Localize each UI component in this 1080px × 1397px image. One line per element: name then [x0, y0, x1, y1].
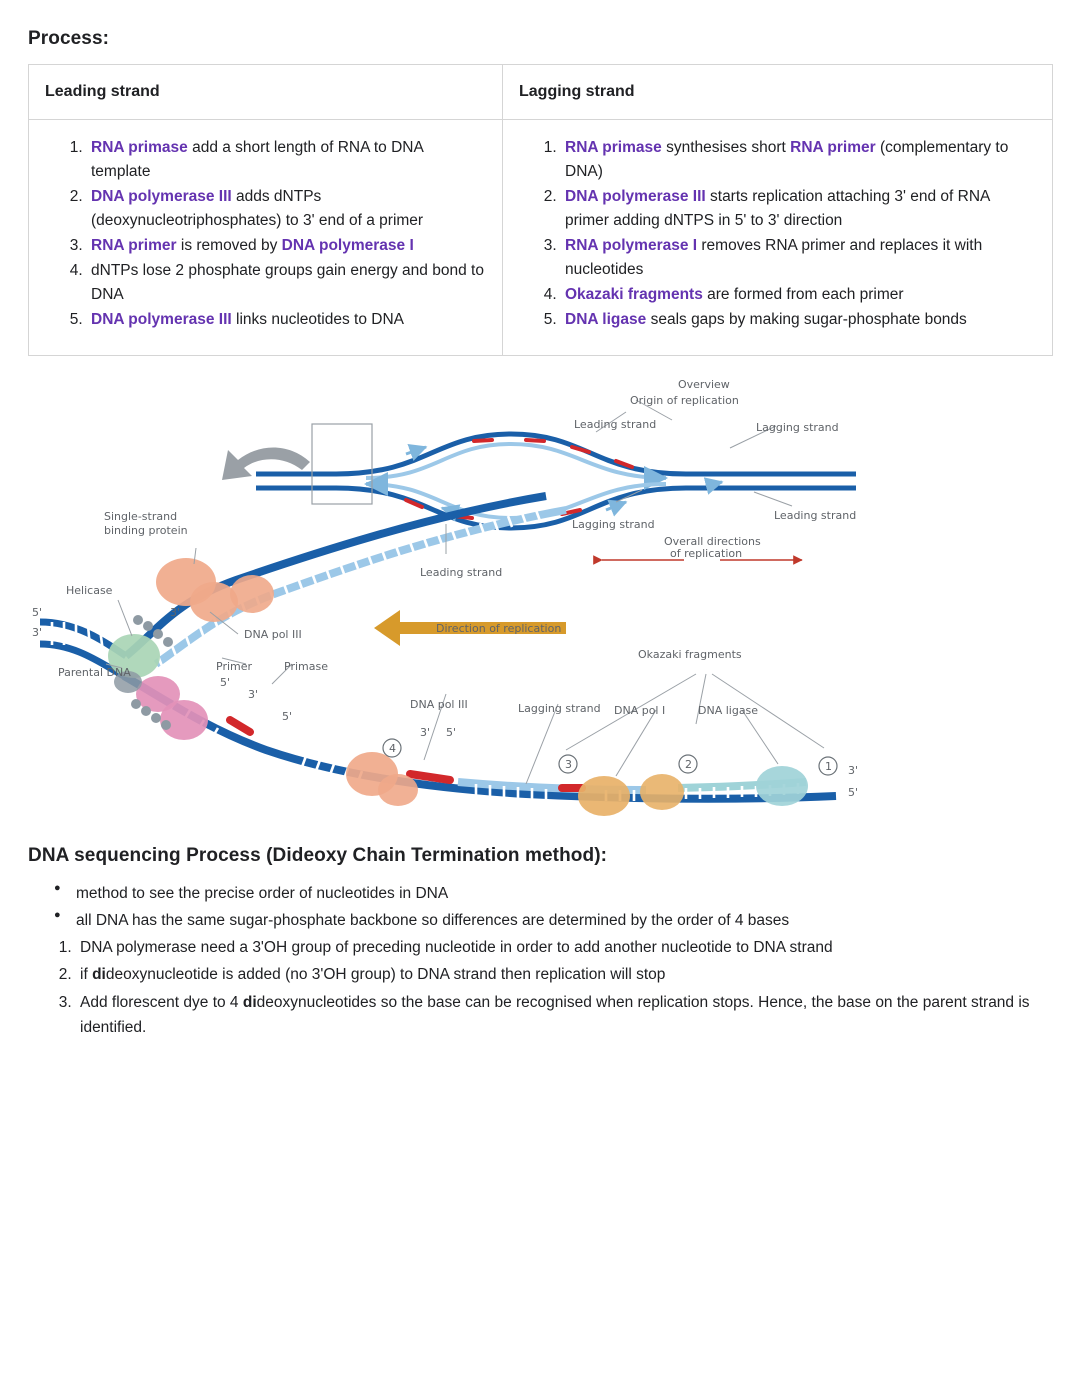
- sequencing-bullet-list: [28, 881, 1052, 933]
- list-item: 5. DNA polymerase III links nucleotides to DNA: [87, 308, 486, 332]
- helicase-label: Helicase: [66, 584, 113, 598]
- list-item: ● method to see the precise order of nucleotides in DNA: [76, 881, 1052, 906]
- process-table: [28, 64, 1053, 356]
- leading-strand-step-list: [45, 136, 486, 332]
- svg-text:5': 5': [848, 786, 859, 800]
- ssb-label-line2: binding protein: [104, 524, 188, 538]
- list-item: 3. RNA polymerase I removes RNA primer and replaces it with nucleotides: [561, 234, 1036, 282]
- list-item: 1. RNA primase add a short length of RNA to DNA template: [87, 136, 486, 184]
- lagging-strand-main-label: Lagging strand: [518, 702, 601, 716]
- list-item: 3. Add florescent dye to 4 dideoxynucleotides so the base can be recognised when replication stops. Hence, the base on the parent strand is identified.: [76, 990, 1052, 1040]
- svg-text:3: 3: [565, 758, 572, 772]
- list-item: 2. if dideoxynucleotide is added (no 3'OH group) to DNA strand then replication will stop: [76, 962, 1052, 987]
- lagging-strand-label-bottom-left: Lagging strand: [572, 518, 655, 532]
- sequencing-section-title: DNA sequencing Process (Dideoxy Chain Termination method):: [28, 845, 608, 867]
- dna-replication-diagram: [6, 364, 1030, 819]
- leading-strand-label-bottom-right: Leading strand: [774, 509, 857, 523]
- list-item: 2. DNA polymerase III adds dNTPs (deoxynucleotriphosphates) to 3' end of a primer: [87, 185, 486, 233]
- svg-text:5': 5': [32, 606, 43, 620]
- svg-text:5': 5': [446, 726, 457, 740]
- list-item: 4. Okazaki fragments are formed from each primer: [561, 283, 1036, 307]
- dna-pol-iii-bottom-label: DNA pol III: [410, 698, 468, 712]
- svg-text:3': 3': [248, 688, 259, 702]
- origin-of-replication-label: Origin of replication: [630, 394, 739, 408]
- page-title: Process:: [28, 28, 110, 49]
- leading-strand-main-label: Leading strand: [420, 566, 503, 580]
- list-item: 4. dNTPs lose 2 phosphate groups gain energy and bond to DNA: [87, 259, 486, 307]
- okazaki-fragments-label: Okazaki fragments: [638, 648, 742, 662]
- list-item: 1. RNA primase synthesises short RNA primer (complementary to DNA): [561, 136, 1036, 184]
- svg-text:3': 3': [32, 626, 43, 640]
- column-header-leading-strand: Leading strand: [29, 65, 503, 120]
- parental-dna-label: Parental DNA: [58, 666, 131, 680]
- dna-pol-i-shape: [578, 776, 630, 816]
- primer-label: Primer: [216, 660, 253, 674]
- svg-text:4: 4: [389, 742, 396, 756]
- list-item: ● all DNA has the same sugar-phosphate backbone so differences are determined by the order of 4 bases: [76, 908, 1052, 933]
- lagging-strand-label-top-right: Lagging strand: [756, 421, 839, 435]
- overall-directions-line1: Overall directions: [664, 535, 761, 549]
- overview-label: Overview: [678, 378, 730, 392]
- list-item: 1. DNA polymerase need a 3'OH group of preceding nucleotide in order to add another nucleotide to DNA strand: [76, 935, 1052, 960]
- sequencing-numbered-list: [28, 935, 1052, 1039]
- svg-text:1: 1: [825, 760, 832, 774]
- dna-ligase-shape: [756, 766, 808, 806]
- cell-lagging-strand-steps: [503, 120, 1053, 356]
- leading-strand-label-top-left: Leading strand: [574, 418, 657, 432]
- direction-of-replication-label: Direction of replication: [436, 622, 562, 636]
- table-header-row: [29, 65, 1053, 120]
- overview-inset: [256, 378, 856, 560]
- dna-pol-iii-top-label: DNA pol III: [244, 628, 302, 642]
- lagging-strand-step-list: [519, 136, 1036, 332]
- list-item: 5. DNA ligase seals gaps by making sugar-phosphate bonds: [561, 308, 1036, 332]
- primase-label: Primase: [284, 660, 328, 674]
- svg-text:5': 5': [220, 676, 231, 690]
- svg-text:3': 3': [170, 606, 181, 620]
- column-header-lagging-strand: Lagging strand: [503, 65, 1053, 120]
- dna-pol-i-label: DNA pol I: [614, 704, 666, 718]
- overall-directions-line2: of replication: [670, 547, 743, 561]
- svg-text:3': 3': [848, 764, 859, 778]
- ssb-label-line1: Single-strand: [104, 510, 178, 524]
- table-row: [29, 120, 1053, 356]
- dna-ligase-label: DNA ligase: [698, 704, 759, 718]
- svg-text:2: 2: [685, 758, 692, 772]
- list-item: 2. DNA polymerase III starts replication attaching 3' end of RNA primer adding dNTPS in 5' to 3' direction: [561, 185, 1036, 233]
- dna-pol-iii-top-shape: [230, 575, 274, 613]
- cell-leading-strand-steps: [29, 120, 503, 356]
- list-item: 3. RNA primer is removed by DNA polymerase I: [87, 234, 486, 258]
- svg-text:5': 5': [282, 710, 293, 724]
- svg-text:3': 3': [420, 726, 431, 740]
